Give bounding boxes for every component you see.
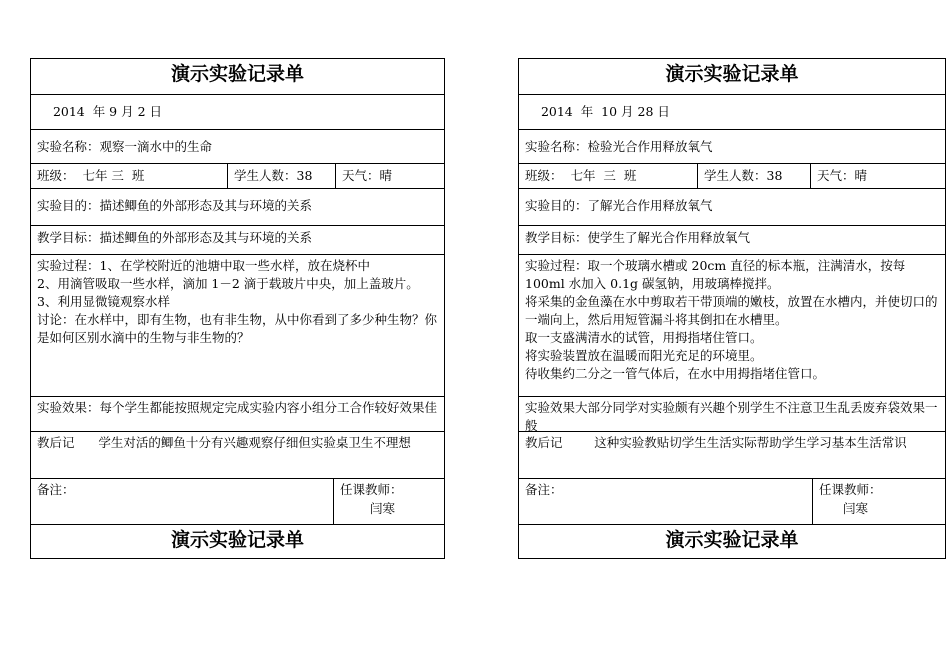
remarks-cell bbox=[519, 479, 812, 524]
reflection-row bbox=[519, 432, 945, 479]
date-row bbox=[519, 95, 945, 130]
teaching-goal: 教学目标：描述鲫鱼的外部形态及其与环境的关系 bbox=[37, 230, 313, 245]
footer-title: 演示实验记录单 bbox=[170, 529, 304, 551]
student-count-cell: 学生人数：38 bbox=[697, 164, 810, 188]
teacher-cell bbox=[812, 479, 945, 524]
teacher-name: 闫寒 bbox=[843, 501, 869, 516]
form-title: 演示实验记录单 bbox=[31, 59, 444, 95]
post-lesson-notes: 教后记 这种实验教贴切学生生活实际帮助学生学习基本生活常识 bbox=[525, 435, 907, 450]
date-text: 2014 年 9 月 2 日 bbox=[45, 104, 163, 119]
student-count-cell: 学生人数：38 bbox=[227, 164, 335, 188]
remarks-row bbox=[31, 479, 444, 525]
teacher-label: 任课教师： bbox=[340, 482, 403, 497]
experiment-effect: 实验效果大部分同学对实验颇有兴趣个别学生不注意卫生乱丢废弃袋效果一般 bbox=[525, 400, 938, 433]
date-row bbox=[31, 95, 444, 130]
experiment-purpose: 实验目的：了解光合作用释放氧气 bbox=[525, 198, 713, 213]
remarks-label: 备注： bbox=[37, 482, 75, 497]
class-cell: 班级： 七年 三 班 bbox=[37, 168, 145, 183]
post-lesson-notes: 教后记 学生对活的鲫鱼十分有兴趣观察仔细但实验桌卫生不理想 bbox=[37, 435, 411, 450]
reflection-row bbox=[31, 432, 444, 479]
remarks-label: 备注： bbox=[525, 482, 563, 497]
effect-row bbox=[519, 397, 945, 432]
remarks-cell bbox=[31, 479, 333, 524]
weather-cell: 天气：晴 bbox=[810, 164, 945, 188]
date-text: 2014 年 10 月 28 日 bbox=[533, 104, 670, 119]
teaching-goal-row bbox=[519, 226, 945, 255]
class-cell: 班级： 七年 三 班 bbox=[525, 168, 637, 183]
remarks-row bbox=[519, 479, 945, 525]
experiment-name: 实验名称：检验光合作用释放氧气 bbox=[525, 139, 713, 154]
teaching-goal: 教学目标：使学生了解光合作用释放氧气 bbox=[525, 230, 751, 245]
experiment-effect: 实验效果：每个学生都能按照规定完成实验内容小组分工合作较好效果佳 bbox=[37, 400, 438, 415]
experiment-name: 实验名称：观察一滴水中的生命 bbox=[37, 139, 213, 154]
form-title: 演示实验记录单 bbox=[519, 59, 945, 95]
experiment-record-form-right bbox=[518, 58, 946, 559]
teacher-cell bbox=[333, 479, 444, 524]
weather-cell: 天气：晴 bbox=[335, 164, 444, 188]
teaching-goal-row bbox=[31, 226, 444, 255]
experiment-name-row bbox=[31, 130, 444, 164]
purpose-row bbox=[519, 189, 945, 226]
footer-title: 演示实验记录单 bbox=[665, 529, 799, 551]
process-row bbox=[31, 255, 444, 397]
experiment-purpose: 实验目的：描述鲫鱼的外部形态及其与环境的关系 bbox=[37, 198, 313, 213]
effect-row bbox=[31, 397, 444, 432]
experiment-name-row bbox=[519, 130, 945, 164]
class-info-row bbox=[519, 164, 945, 189]
teacher-name: 闫寒 bbox=[370, 501, 396, 516]
experiment-process: 实验过程：1、在学校附近的池塘中取一些水样，放在烧杯中 2、用滴管吸取一些水样，滴加 1－2 滴于载玻片中央，加上盖玻片。 3、利用显微镜观察水样 讨论：在水样中，即有生物，也有非生物，从中你看到了多少种生物？你是如何区别水滴中的生物与非生物的？ bbox=[37, 258, 438, 345]
purpose-row bbox=[31, 189, 444, 226]
teacher-label: 任课教师： bbox=[819, 482, 882, 497]
class-info-row bbox=[31, 164, 444, 189]
process-row bbox=[519, 255, 945, 397]
experiment-process: 实验过程：取一个玻璃水槽或 20cm 直径的标本瓶，注满清水，按每 100ml 水加入 0.1g 碳氢钠，用玻璃棒搅拌。 将采集的金鱼藻在水中剪取若干带顶端的嫩枝，放置在水槽内，并使切口的一端向上，然后用短管漏斗将其倒扣在水槽里。 取一支盛满清水的试管，用拇指堵住管口。 将实验装置放在温暖而阳光充足的环境里。 待收集约二分之一管气体后，在水中用拇指堵住管口。 bbox=[525, 258, 938, 381]
experiment-record-form-left bbox=[30, 58, 445, 559]
